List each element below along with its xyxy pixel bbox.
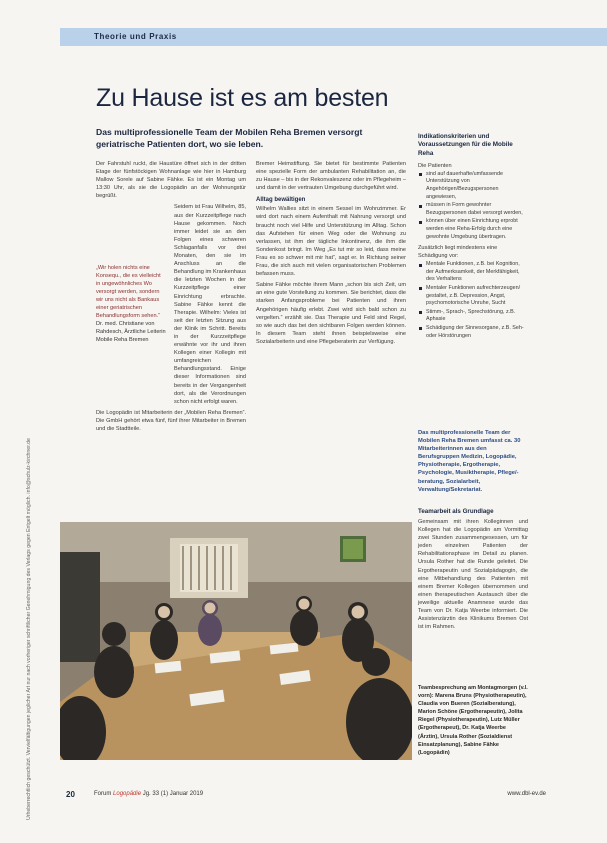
publication-prefix: Forum (94, 791, 112, 797)
paragraph: Die Logopädin ist Mitarbeiterin der „Mobilen Reha Bremen“. Die GmbH gehört etwa fünf, fünf ihrer Mitarbeiter in Bremen und die Stadtteile. (96, 409, 246, 432)
list-item: können über einen Einrichtung erprobt werden eine Reha-Erfolg durch eine gewohnte Umgebung übertragen. (418, 218, 528, 241)
criteria-list (418, 171, 528, 241)
box-title: Indikationskriterien und Voraussetzungen für die Mobile Reha (418, 133, 513, 157)
publication-name: Logopädie (113, 791, 142, 797)
list-item: sind auf dauerhafte/umfassende Unterstützung von Angehörigen/Bezugspersonen angewiesen, (418, 171, 528, 201)
copyright-side-note: Urheberrechtlich geschützt. Vervielfältigungen jeglicher Art nur nach vorheriger schriftlicher Genehmigung des Verlags gegen Entgelt möglich. info@schulz-kirchner.de (26, 438, 32, 820)
issue-info: Jg. 33 (1) Januar 2019 (142, 791, 204, 797)
paragraph: Der Fahrstuhl ruckt, die Haustüre öffnet sich in der dritten Etage der fünfstöckigen Wohnanlage wie hier in Hamburg Mallow Sorele auf Sabine Fähke. Es ist ein Montag um 13:30 Uhr, als sie die Logopädin an der Wohnungstür begrüßt. (96, 161, 246, 200)
text-column-2 (256, 160, 406, 349)
quote-text: „Wir holen nichts eine Konsequ., die es vielleicht in ungewöhnliches Wo versorgt werden, sondern wir uns nicht als Bankaus einer geriatrischen Behandlungsform sehen.“ (96, 265, 161, 319)
article-title: Zu Hause ist es am besten (96, 84, 389, 112)
paragraph: Gemeinsam mit ihren Kolleginnen und Kollegen hat die Logopädin am Vormittag zwei Stunden zusammengesessen, um für jeden einzelnen Patienten der Rehabilitationsphase im Detail zu planen. Ursula Rother hat die Runde geleitet. Die Ergotherapeutin und Sozialpädagogin, die eine Mitbehandlung des Patienten mit einem Bremer Kollegen übernommen und einen therapeutischen Austausch über die jeweilige aktuelle Anamnese wurde das Team von Dr. Katja Weerbe informiert. Die Assistenzärztin des Klinikums Bremen Ost ist im Rahmen. (418, 519, 528, 631)
box-intro: Die Patienten (418, 162, 452, 169)
indication-criteria-box (418, 133, 528, 343)
team-meeting-photo (60, 522, 412, 760)
meeting-photo-illustration (60, 522, 412, 760)
team-description: Das multiprofessionelle Team der Mobilen Reha Bremen umfasst ca. 30 Mitarbeiterinnen aus den Berufsgruppen Medizin, Logopädie, Physiotherapie, Ergotherapie, Psychologie, Musiktherapie, Pflege/-beratung, Sozialarbeit, Verwaltung/Sekretariat. (418, 430, 521, 493)
list-item: Mentaler Funktionen aufrechterzeugen/ gestaltet, z.B. Depression, Angst, psychomotorische Unruhe, Sucht (418, 285, 528, 308)
photo-caption: Teambesprechung am Montagmorgen (v.l. vorn): Marena Bruns (Physiotherapeutin), Claudia von Bueren (Sozialberatung), Marion Schöne (Ergotherapeutin), Jolita Riegel (Physiotherapeutin), Lutz Müller (Ergotherapeut), Dr. Katja Weerbe (Ärztin), Ursula Rother (Sozialdienst Einsatzplanung), Sabine Fähke (Logopädin) (418, 685, 528, 756)
page-number: 20 (66, 790, 75, 799)
section-label: Theorie und Praxis (94, 32, 177, 41)
paragraph: Sabine Fähke möchte ihrem Mann „schon bis sich Zeit, um an eine gute Vorstellung zu kommen. Sie berichtet, dass die starken Anfangsprobleme bei Patienten und ihren Angehörigen häufig erlebt. Zwei wird sich bald schon zu vergelten.“ erzählt sie. Das Therapie und Feld sind Regel, so wie auch das bei den sichtbaren Folgen werden können. In diesem Team steht ihnen beispielsweise eine Sozialarbeiterin und eine Pflegeberaterin zur Verfügung. (256, 282, 406, 345)
box-intro: Zusätzlich liegt mindestens eine Schädigung vor: (418, 245, 498, 260)
quote-source-name: Dr. med. Christiane von Rahdesch, Ärztliche Leiterin (96, 321, 166, 335)
publication-info (94, 791, 203, 797)
pull-quote (96, 264, 166, 344)
paragraph: Seidem ist Frau Wilhelm, 85, aus der Kurzzeitpflege nach Hause gekommen. Noch immer leidet sie an den Folgen eines schweren Schlaganfalls vor drei Monaten, den sie im Anschluss an die Behandlung im Krankenhaus die letzten Wochen in der Kurzzeitpflege einer Einrichtung erbrachte. Sabine Fähke kennt die Therapie. Wilhelm: Vieles ist seit der letzten Sitzung aus der Klinik im Schritt. Bereits in der Kurzzeitpflege erwähnte vor ihr und ihren Kollegen einer Kollegin mit umfangreichen Behandlungsstand. Einige dieser Informationen sind bereits in der Vergangenheit dort, als die Verordnungen schon nicht erfolgt waren. (174, 204, 246, 405)
list-item: Schädigung der Sinnesorgane, z.B. Seh- oder Hörstörungen (418, 325, 528, 340)
impairment-list (418, 261, 528, 340)
subheading: Teamarbeit als Grundlage (418, 508, 494, 515)
list-item: müssen in Form gewohnter Bezugspersonen dabei versorgt werden, (418, 202, 528, 217)
page-footer (66, 790, 546, 804)
article-lead: Das multiprofessionelle Team der Mobilen Reha Bremen versorgt geriatrische Patienten dort, wo sie leben. (96, 127, 363, 149)
website-url: www.dbl-ev.de (507, 791, 546, 797)
paragraph: Bremer Heimstiftung. Sie bietet für bestimmte Patienten eine spezielle Form der ambulanten Rehabilitation an, die zu Hause – bis in der Rekonvaleszenz oder im Pflegeheim – und damit in der vertrauten Umgebung durchgeführt wird. (256, 161, 406, 192)
section-header-bar (60, 28, 607, 46)
list-item: Mentale Funktionen, z.B. bei Kognition, der Aufmerksamkeit, der Merkfähigkeit, des Verhaltens (418, 261, 528, 284)
paragraph: Wilhelm Wallies sitzt in einem Sessel im Wohnzimmer. Er wird dort nach einem Aufenthalt mit Nahrung versorgt und braucht noch viel Hilfe und Unterstützung im Alltag. Schon das Aufstehen für einen Weg oder die Wohnung zu verlassen, ist ihm der tägliche Inkontinenz, die ihm die Sondenkost bringt. Im Weg „Es tut mir so leid, dass meine Frau es so schwer mit mir hat“, sagt er. In Richtung seiner Frau, die sich auch mit vielen organisatorischen Problemen befassen muss. (256, 206, 406, 278)
quote-source-org: Mobile Reha Bremen (96, 337, 149, 343)
subheading: Alltag bewältigen (256, 197, 306, 204)
list-item: Stimm-, Sprach-, Sprechstörung, z.B. Aphasie (418, 309, 528, 324)
teamwork-text (418, 518, 528, 631)
